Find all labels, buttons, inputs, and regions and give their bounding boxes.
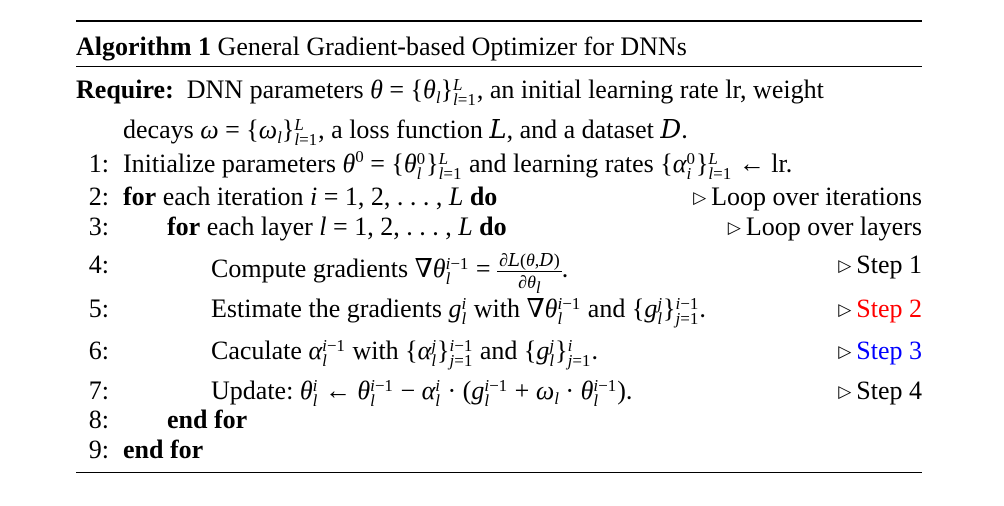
require-text-4: , a loss function <box>318 115 483 144</box>
require-label: Require: <box>76 75 174 104</box>
loss-symbol: L <box>489 115 507 145</box>
comment-triangle-icon: ▷ <box>838 382 852 401</box>
line-5-text: Estimate the gradients <box>211 294 443 323</box>
line-1-math-b: {α 0 i } L l=1 ← lr. <box>660 149 793 184</box>
line-5-math-b: ∇θ i−1 l <box>526 294 581 329</box>
line-1-text: Initialize parameters <box>123 149 336 178</box>
line-4-text: Compute gradients <box>211 253 409 283</box>
line-number: 3: <box>88 212 109 241</box>
line-6-text-2: with <box>352 336 399 365</box>
line-1-math-a: $\theta^0 = \{\theta$ 0 l } L l=1 <box>342 147 462 184</box>
line-6-math-a: α i−1 l <box>308 336 345 371</box>
line-6-text-3: and <box>479 336 518 365</box>
keyword-end-for: end for <box>123 435 204 464</box>
comment-loop-iterations: ▷ Loop over iterations <box>693 182 922 211</box>
comment-step-4: ▷ Step 4 <box>838 376 922 405</box>
keyword-for: for <box>123 182 157 211</box>
line-7-text: Update: <box>211 376 294 405</box>
line-5-text-3: and <box>587 294 626 323</box>
require-text-1: DNN parameters <box>186 75 364 104</box>
line-4-math: ∇θ i−1 l = $\frac{\partial L(\theta,D)}{\partial\theta_l}$ . <box>414 250 569 297</box>
caption-rule <box>76 66 922 67</box>
line-5-math-c: {g j l } i−1 j=1 . <box>631 294 706 329</box>
comment-step-2: ▷ Step 2 <box>838 294 922 323</box>
comment-triangle-icon: ▷ <box>693 188 707 207</box>
keyword-for: for <box>167 212 201 241</box>
line-3-math: l = 1, 2, . . . , L <box>319 212 473 241</box>
line-3-text: each layer <box>206 212 313 241</box>
require-text-2: , an initial learning rate lr, weight <box>476 75 824 104</box>
line-number: 5: <box>88 294 109 323</box>
require-math-omega: $\omega = \{\omega_l\}$ L l=1 <box>200 115 318 150</box>
dataset-symbol: D <box>660 115 682 145</box>
line-2-text: each iteration <box>162 182 304 211</box>
require-text-3: decays <box>123 115 194 144</box>
line-6-math-b: {α j l } i−1 j=1 <box>405 336 473 371</box>
line-2-math: i = 1, 2, . . . , L <box>309 182 464 211</box>
algorithm-label: Algorithm 1 <box>76 32 212 61</box>
line-number: 7: <box>88 376 109 405</box>
bottom-rule <box>76 472 922 473</box>
line-1-text-2: and learning rates <box>468 149 654 178</box>
keyword-do: do <box>469 182 498 211</box>
line-6-math-c: {g j l } i j=1 . <box>523 336 598 371</box>
top-rule <box>76 20 922 22</box>
comment-step-1: ▷ Step 1 <box>838 250 922 279</box>
comment-step-3: ▷ Step 3 <box>838 336 922 365</box>
line-number: 9: <box>88 435 109 464</box>
line-7-math: θ i l ← θ i−1 l − α i l · (g i−1 l + $\omega_l \cdot \theta$ i−1 l ). <box>299 376 633 411</box>
comment-triangle-icon: ▷ <box>838 256 852 275</box>
comment-triangle-icon: ▷ <box>838 342 852 361</box>
algorithm-title: General Gradient-based Optimizer for DNNs <box>217 32 687 61</box>
line-5-text-2: with <box>473 294 521 323</box>
algorithm-caption <box>76 32 922 62</box>
line-number: 8: <box>88 405 109 434</box>
require-text-5: , and a dataset <box>506 115 654 144</box>
require-math-theta: $\theta = \{\theta_l\}$ L l=1 <box>370 75 476 110</box>
comment-triangle-icon: ▷ <box>838 300 852 319</box>
line-number: 1: <box>88 149 109 178</box>
line-6-text: Caculate <box>211 336 302 365</box>
keyword-do: do <box>479 212 507 241</box>
comment-triangle-icon: ▷ <box>727 218 741 237</box>
comment-loop-layers: ▷ Loop over layers <box>727 212 922 241</box>
line-5-math-a: g i l <box>448 294 467 329</box>
line-number: 6: <box>88 336 109 365</box>
line-number: 4: <box>88 250 109 279</box>
line-number: 2: <box>88 182 109 211</box>
keyword-end-for: end for <box>167 405 248 434</box>
